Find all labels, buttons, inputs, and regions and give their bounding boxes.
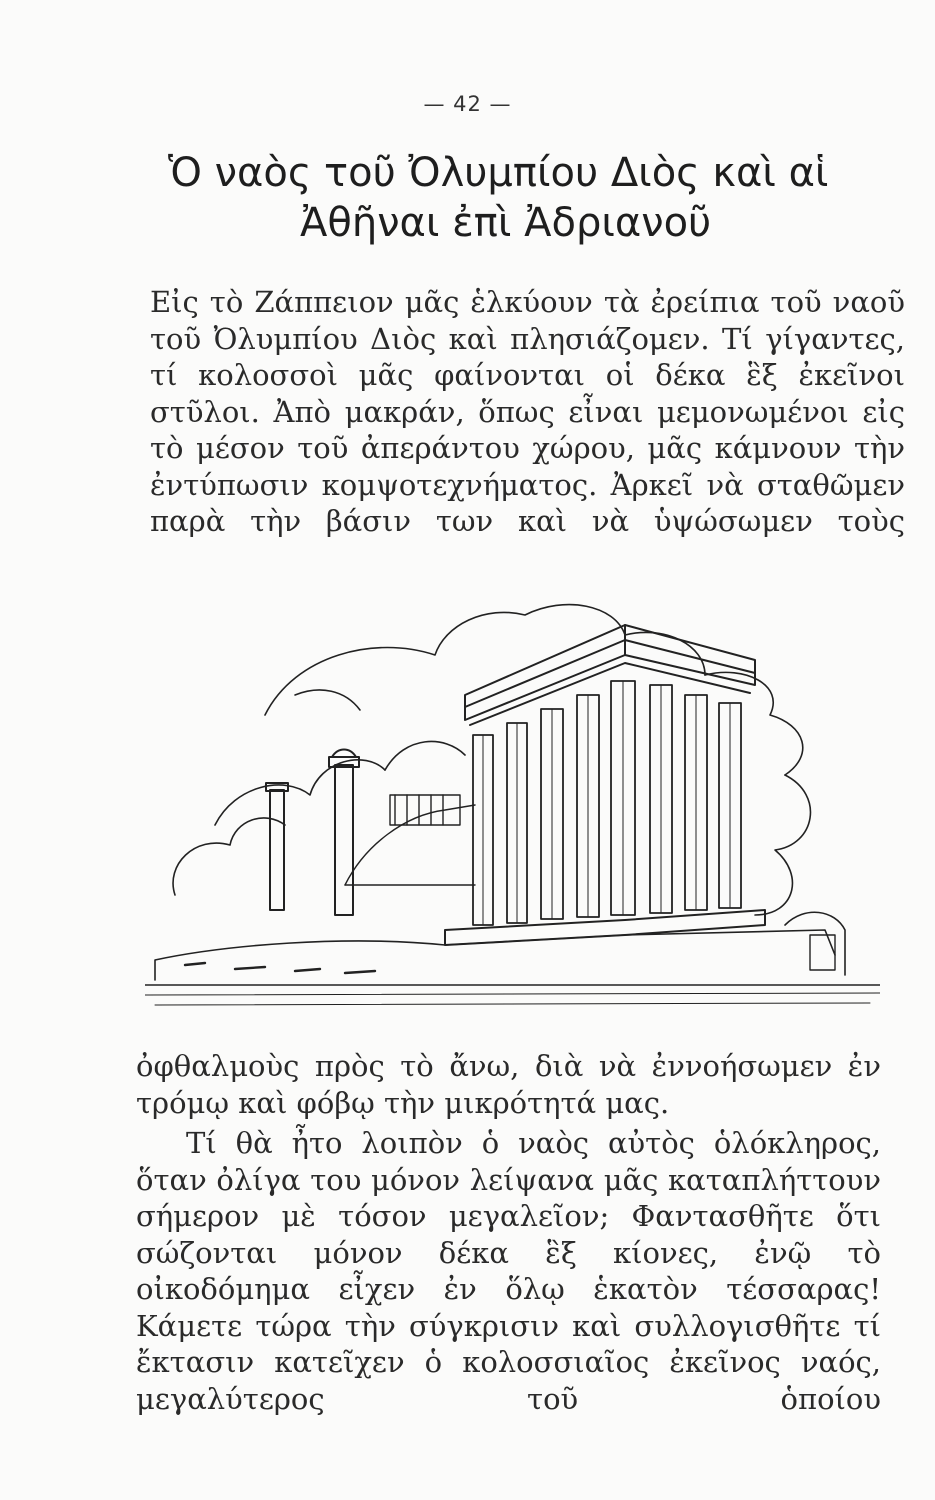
- clouds-drawing: [173, 605, 810, 915]
- isolated-columns-drawing: [266, 750, 359, 916]
- page-number: — 42 —: [423, 92, 512, 116]
- temple-drawing-svg: [145, 585, 880, 1045]
- paragraph-intro: Εἰς τὸ Ζάππειον μᾶς ἑλκύουν τὰ ἐρείπια τοῦ ναοῦ τοῦ Ὀλυμπίου Διὸς καὶ πλησιάζομεν. Τί γίγαντες, τί κολοσσοὶ μᾶς φαίνονται οἱ δέκα ἓξ ἐκεῖνοι στῦλοι. Ἀπὸ μακράν, ὅπως εἶναι μεμονωμένοι εἰς τὸ μέσον τοῦ ἀπεράντου χώρου, μᾶς κάμνουν τὴν ἐντύπωσιν κομψοτεχνήματος. Ἀρκεῖ νὰ σταθῶμεν παρὰ τὴν βάσιν των καὶ νὰ ὑψώσωμεν τοὺς: [150, 285, 905, 538]
- chapter-title-line-1: Ὁ ναὸς τοῦ Ὀλυμπίου Διὸς καὶ αἱ: [168, 150, 829, 196]
- paragraph-second: Τί θὰ ἦτο λοιπὸν ὁ ναὸς αὐτὸς ὁλόκληρος, ὅταν ὀλίγα του μόνον λείψανα μᾶς καταπλήττουν σήμερον μὲ τόσον μεγαλεῖον; Φαντασθῆτε ὅτι σώζονται μόνον δέκα ἓξ κίονες, ἐνῷ τὸ οἰκοδόμημα εἶχεν ἐν ὅλῳ ἑκατὸν τέσσαρας! Κάμετε τώρα τὴν σύγκρισιν καὶ συλλογισθῆτε τί ἔκτασιν κατεῖχεν ὁ κολοσσιαῖος ἐκεῖνος ναός, μεγαλύτερος τοῦ ὁποίου: [136, 1126, 881, 1416]
- temple-illustration: [145, 585, 880, 1045]
- paragraph-intro-continued: ὀφθαλμοὺς πρὸς τὸ ἄνω, διὰ νὰ ἐννοήσωμεν ἐν τρόμῳ καὶ φόβῳ τὴν μικρότητά μας.: [136, 1049, 881, 1120]
- acropolis-drawing: [345, 795, 475, 885]
- chapter-title-line-2: Ἀθῆναι ἐπὶ Ἀδριανοῦ: [300, 200, 712, 246]
